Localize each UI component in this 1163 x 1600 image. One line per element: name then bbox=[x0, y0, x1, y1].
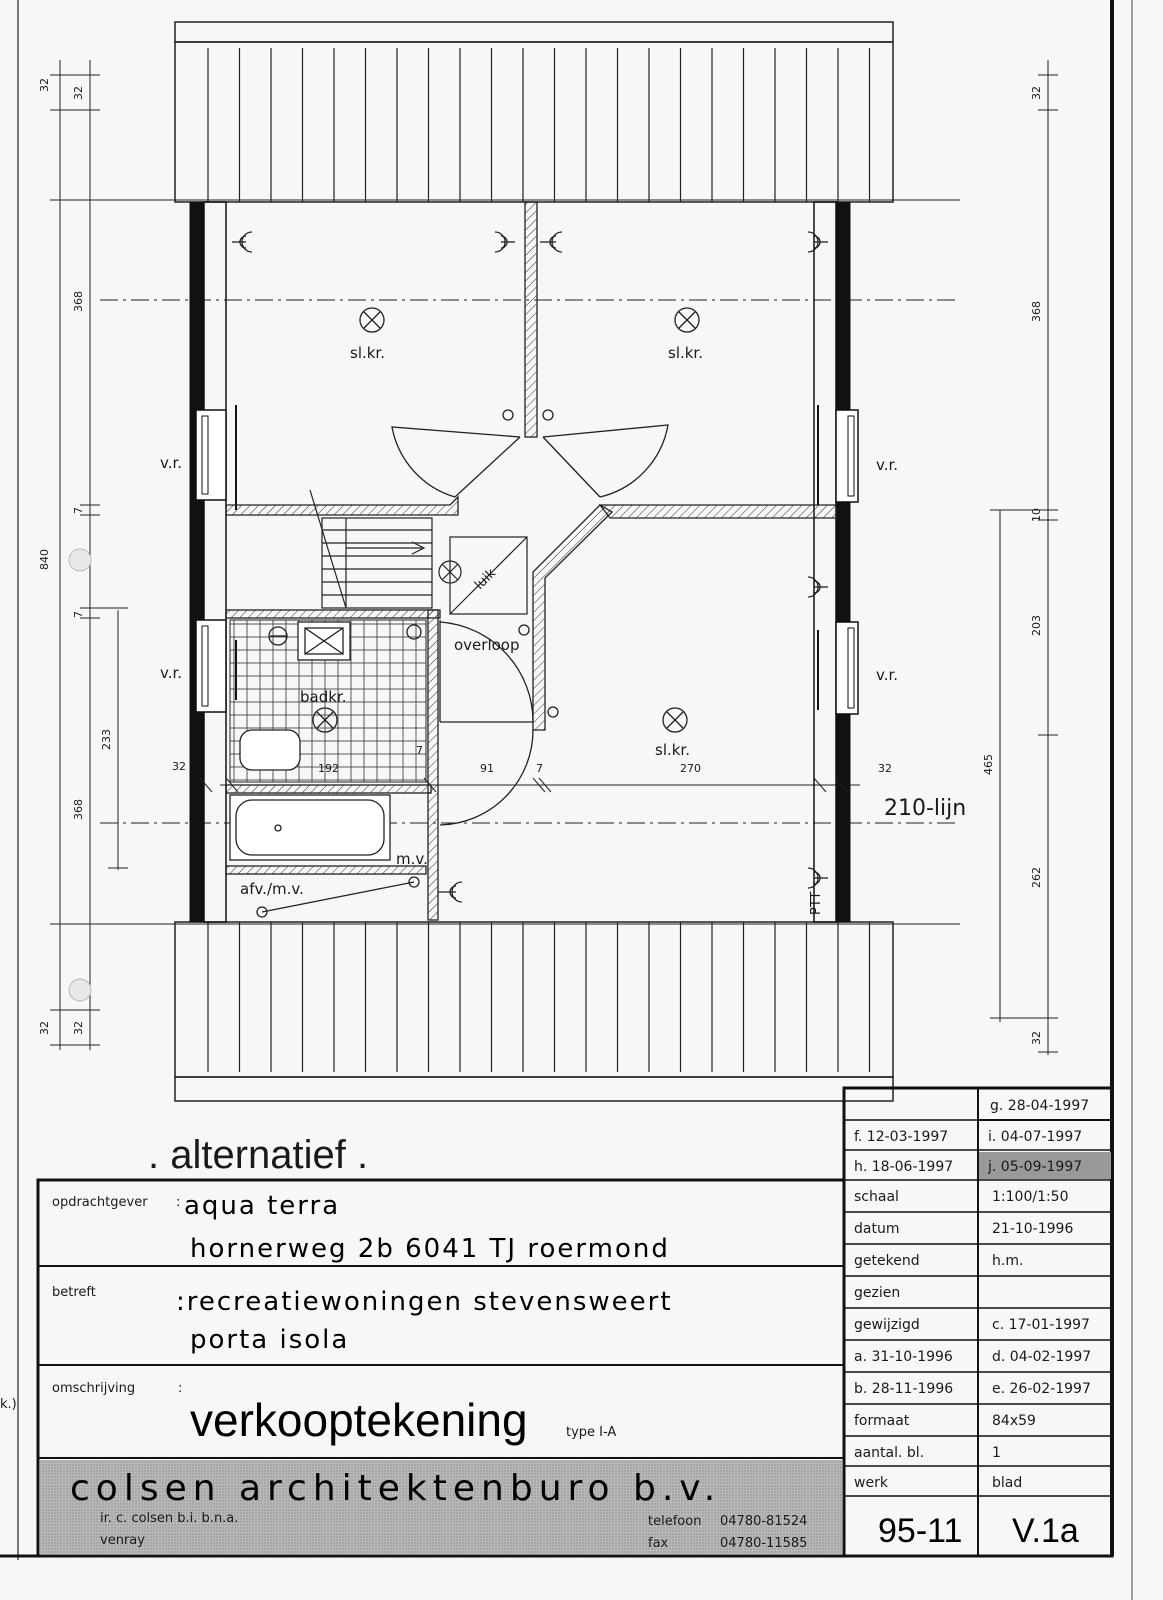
svg-text:368: 368 bbox=[72, 291, 85, 312]
svg-text:32: 32 bbox=[72, 86, 85, 100]
svg-text:32: 32 bbox=[1030, 86, 1043, 100]
room-label-bedroom-left: sl.kr. bbox=[350, 344, 385, 362]
title-field-value: c. 17-01-1997 bbox=[992, 1317, 1090, 1333]
dim-right-wall: 32 bbox=[878, 762, 892, 775]
title-field-value: d. 04-02-1997 bbox=[992, 1349, 1092, 1365]
title-field-label: aantal. bl. bbox=[854, 1445, 925, 1461]
vr-label-left-bottom: v.r. bbox=[160, 664, 183, 682]
firm-city: venray bbox=[100, 1533, 145, 1548]
side-margin-mark: k.) bbox=[0, 1397, 17, 1412]
description-colon: : bbox=[178, 1381, 183, 1396]
svg-text:368: 368 bbox=[1030, 301, 1043, 322]
firm-name: colsen architektenburo b.v. bbox=[70, 1468, 722, 1509]
ptt-label: PTT bbox=[809, 891, 824, 915]
dimension-lines-right bbox=[990, 60, 1058, 1055]
svg-text:233: 233 bbox=[100, 729, 113, 750]
title-field-label: formaat bbox=[854, 1413, 910, 1429]
svg-text:32: 32 bbox=[72, 1021, 85, 1035]
dim-bath-wall: 7 bbox=[416, 744, 423, 757]
title-field-label: schaal bbox=[854, 1189, 899, 1205]
vr-label-right-top: v.r. bbox=[876, 456, 899, 474]
title-field-value: h.m. bbox=[992, 1253, 1024, 1269]
title-field-label: datum bbox=[854, 1221, 900, 1237]
dim-left-wall: 32 bbox=[172, 760, 186, 773]
revision-g: g. 28-04-1997 bbox=[990, 1098, 1090, 1114]
firm-principal: ir. c. colsen b.i. b.n.a. bbox=[100, 1511, 239, 1526]
title-field-label: b. 28-11-1996 bbox=[854, 1381, 954, 1397]
sheet-number: V.1a bbox=[1012, 1512, 1079, 1550]
title-field-value: 21-10-1996 bbox=[992, 1221, 1074, 1237]
phone-number: 04780-81524 bbox=[720, 1514, 808, 1529]
svg-text:32: 32 bbox=[38, 1021, 51, 1035]
dim-bedroom-width: 270 bbox=[680, 762, 701, 775]
revision-h: h. 18-06-1997 bbox=[854, 1159, 954, 1175]
roof-bottom bbox=[175, 922, 893, 1101]
client-name: aqua terra bbox=[184, 1191, 341, 1221]
subject-label: betreft bbox=[52, 1285, 96, 1300]
fax-number: 04780-11585 bbox=[720, 1536, 808, 1551]
title-field-label: gewijzigd bbox=[854, 1317, 920, 1333]
description-type: type I-A bbox=[566, 1425, 617, 1440]
client-colon: : bbox=[176, 1195, 181, 1210]
vr-label-left-top: v.r. bbox=[160, 454, 183, 472]
alternative-title: . alternatief . bbox=[148, 1133, 369, 1177]
room-label-bedroom-right-bottom: sl.kr. bbox=[655, 741, 690, 759]
room-label-bathroom: badkr. bbox=[300, 688, 347, 706]
roof-top bbox=[175, 22, 893, 202]
hatch-label: luik bbox=[472, 565, 499, 593]
mv-label: m.v. bbox=[396, 850, 428, 868]
title-field-label: werk bbox=[854, 1475, 888, 1491]
vr-label-right-bottom: v.r. bbox=[876, 666, 899, 684]
title-block-left bbox=[52, 1191, 807, 1551]
title-field-value: blad bbox=[992, 1475, 1023, 1491]
svg-text:465: 465 bbox=[982, 754, 995, 775]
room-label-landing: overloop bbox=[454, 636, 520, 654]
title-field-label: gezien bbox=[854, 1285, 901, 1301]
dim-landing-width: 91 bbox=[480, 762, 494, 775]
client-label: opdrachtgever bbox=[52, 1195, 148, 1210]
svg-text:32: 32 bbox=[38, 78, 51, 92]
project-number: 95-11 bbox=[878, 1512, 963, 1550]
svg-text:32: 32 bbox=[1030, 1031, 1043, 1045]
title-field-value: 84x59 bbox=[992, 1413, 1036, 1429]
subject-line1: :recreatiewoningen stevensweert bbox=[176, 1287, 673, 1317]
room-label-bedroom-right-top: sl.kr. bbox=[668, 344, 703, 362]
title-field-value: 1 bbox=[992, 1445, 1001, 1461]
title-block-right bbox=[854, 1098, 1091, 1550]
svg-text:7: 7 bbox=[72, 611, 85, 618]
line-210-label: 210-lijn bbox=[884, 796, 967, 821]
description-title: verkooptekening bbox=[190, 1394, 528, 1446]
client-address: hornerweg 2b 6041 TJ roermond bbox=[190, 1234, 670, 1264]
subject-line2: porta isola bbox=[190, 1325, 350, 1355]
revision-f: f. 12-03-1997 bbox=[854, 1129, 949, 1145]
svg-text:368: 368 bbox=[72, 799, 85, 820]
svg-text:840: 840 bbox=[38, 549, 51, 570]
fax-label: fax bbox=[648, 1536, 669, 1551]
revision-j: j. 05-09-1997 bbox=[988, 1159, 1083, 1175]
svg-text:203: 203 bbox=[1030, 615, 1043, 636]
dim-landing-wall: 7 bbox=[536, 762, 543, 775]
dim-bath-width: 192 bbox=[318, 762, 339, 775]
description-label: omschrijving bbox=[52, 1381, 136, 1396]
title-field-value: 1:100/1:50 bbox=[992, 1189, 1069, 1205]
revision-i: i. 04-07-1997 bbox=[988, 1129, 1083, 1145]
svg-text:262: 262 bbox=[1030, 867, 1043, 888]
right-dimension-labels bbox=[982, 86, 1043, 1045]
title-field-value: e. 26-02-1997 bbox=[992, 1381, 1091, 1397]
svg-text:7: 7 bbox=[72, 507, 85, 514]
phone-label: telefoon bbox=[648, 1514, 702, 1529]
svg-text:10: 10 bbox=[1030, 508, 1043, 522]
afv-mv-label: afv./m.v. bbox=[240, 880, 304, 898]
title-field-label: getekend bbox=[854, 1253, 920, 1269]
title-field-label: a. 31-10-1996 bbox=[854, 1349, 953, 1365]
